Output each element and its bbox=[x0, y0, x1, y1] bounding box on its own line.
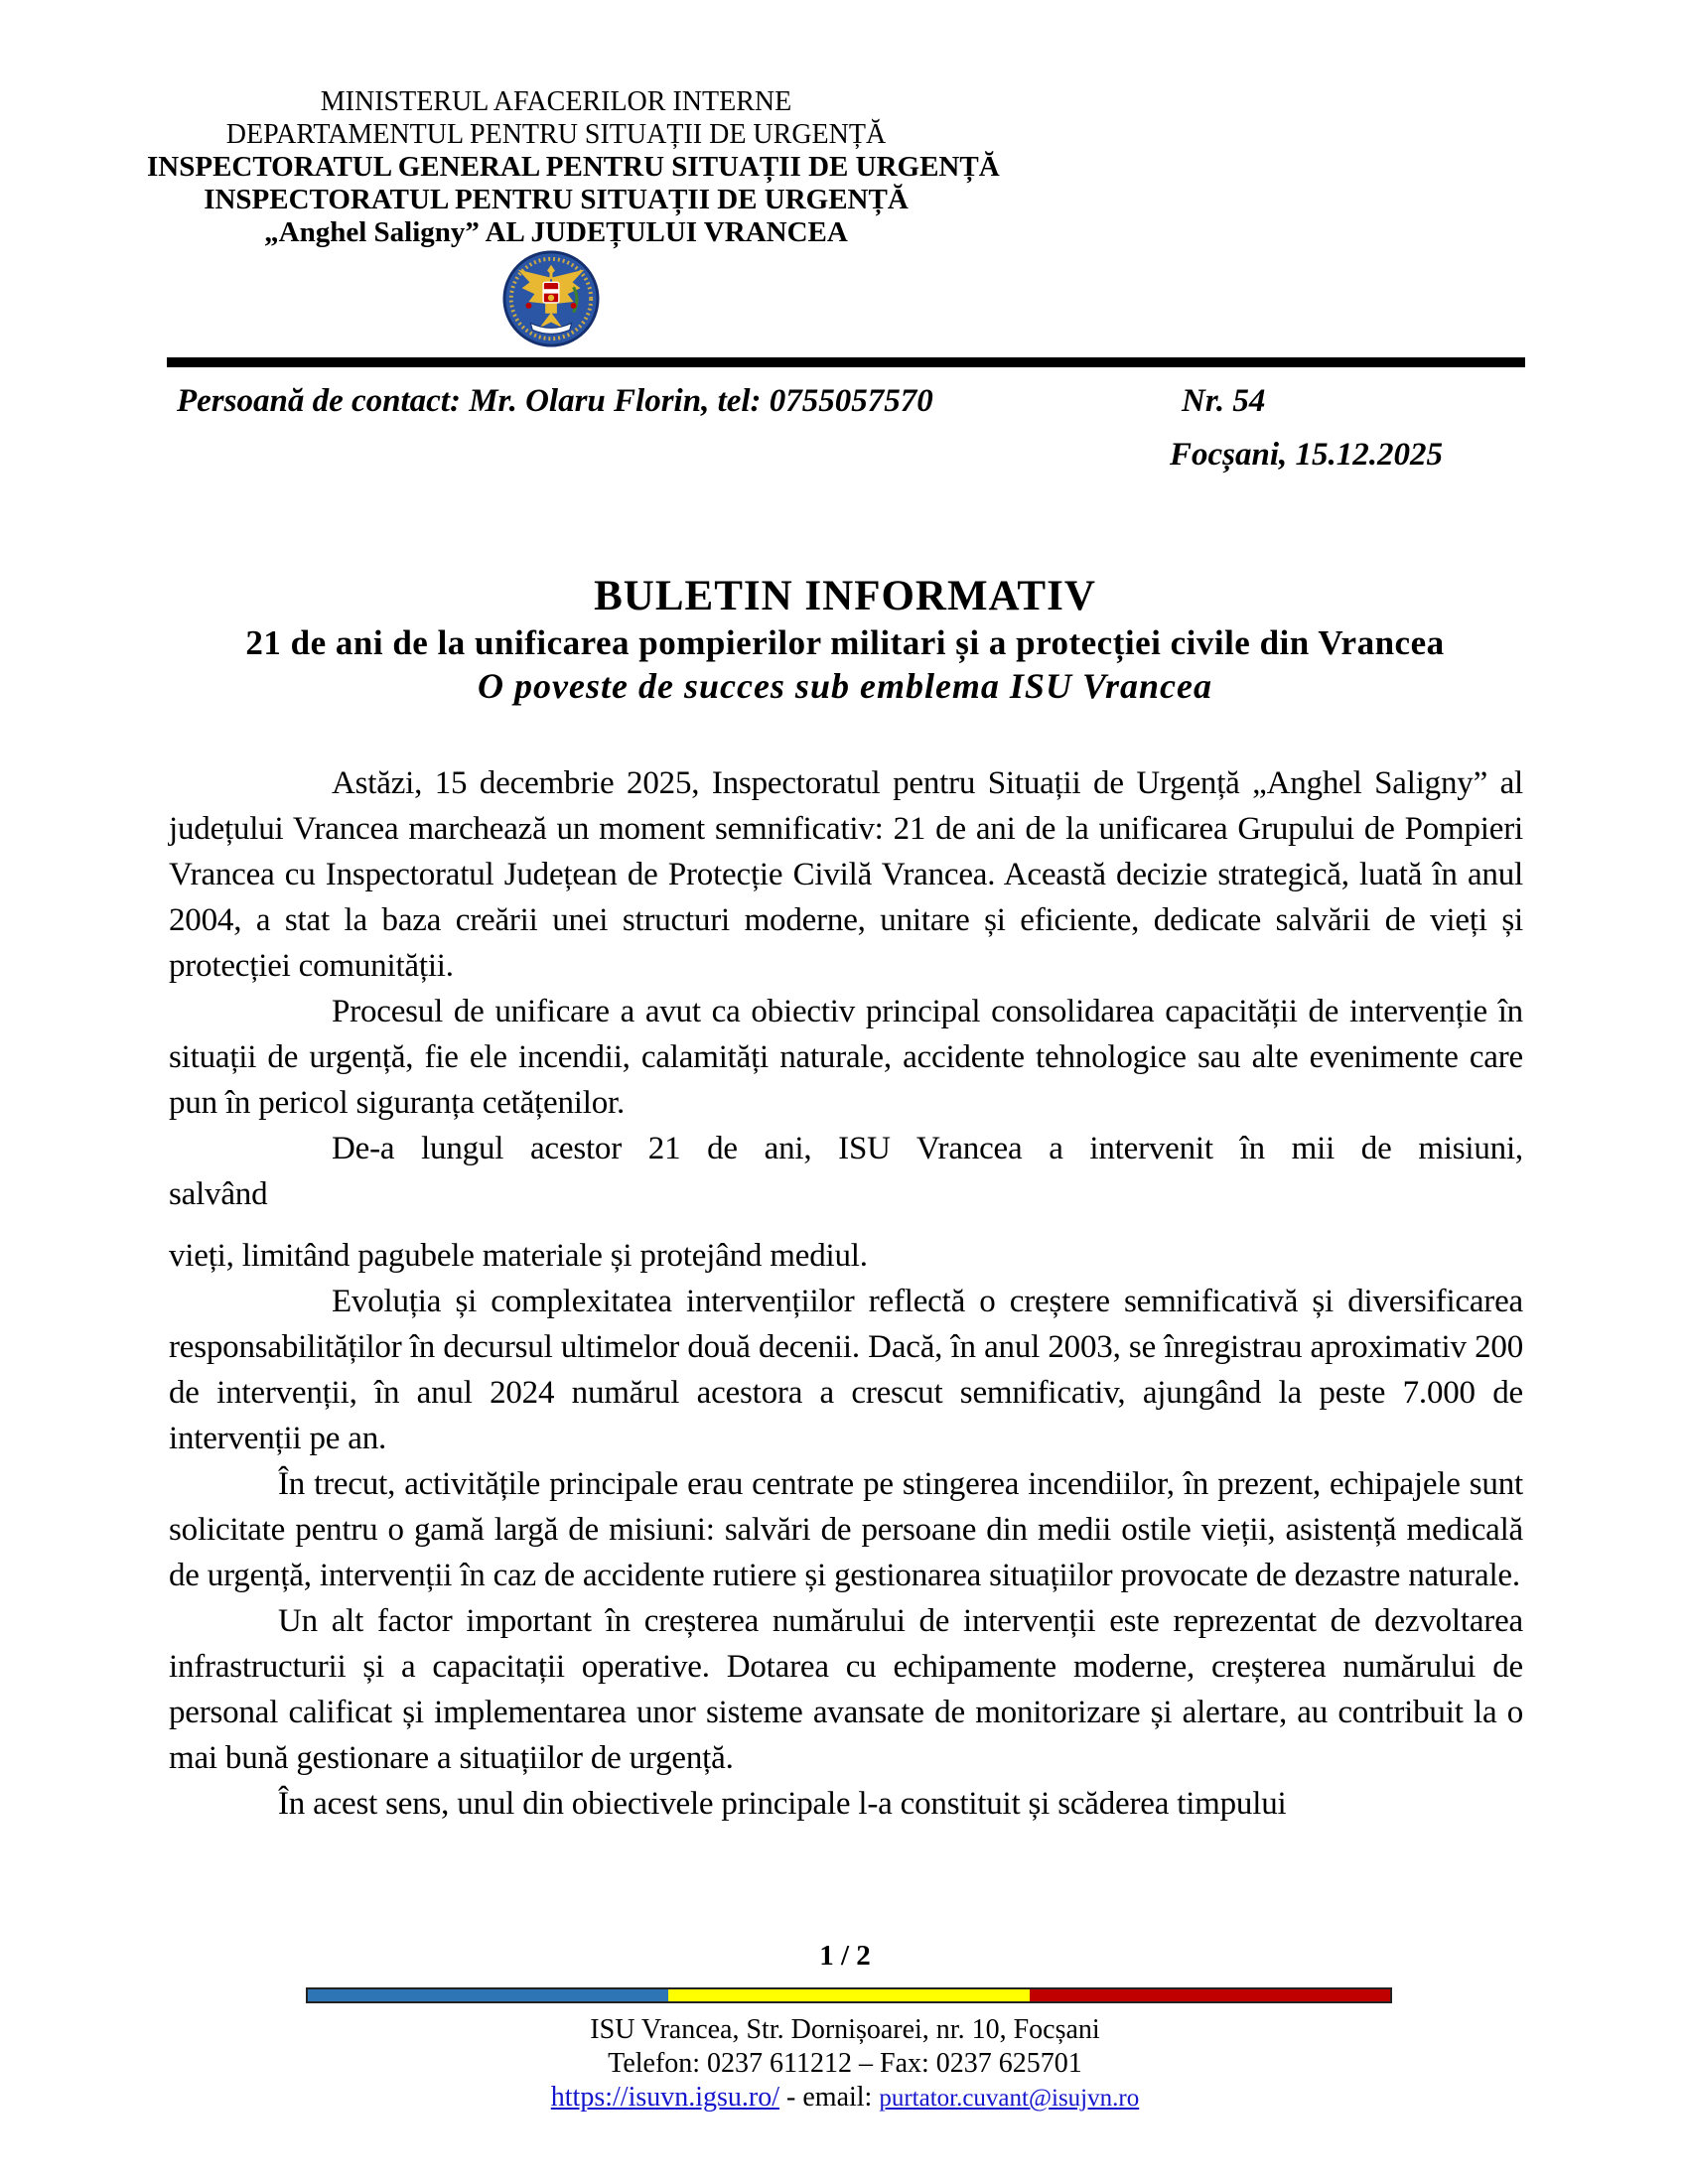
page-number: 1 / 2 bbox=[819, 1940, 871, 1972]
paragraph-4: Evoluția și complexitatea intervențiilor reflectă o creștere semnificativă și diversificarea responsabilităților în decursul ultimelor două decenii. Dacă, în anul 2003, se înregistrau aproximativ 200 de intervenții, în anul 2024 numărul acestora a crescut semnificativ, ajungând la peste 7.000 de intervenții pe an. bbox=[169, 1284, 1523, 1456]
isu-seal-emblem-icon bbox=[502, 250, 600, 347]
paragraph-3-line-1: De-a lungul acestor 21 de ani, ISU Vrancea a intervenit în mii de misiuni, bbox=[332, 1131, 1523, 1166]
document-tagline: O poveste de succes sub emblema ISU Vrancea bbox=[478, 666, 1212, 706]
document-title: BULETIN INFORMATIV bbox=[594, 573, 1096, 619]
header-divider-rule bbox=[167, 357, 1525, 367]
email-link[interactable]: purtator.cuvant@isujvn.ro bbox=[879, 2085, 1140, 2112]
flag-red-segment bbox=[1030, 1989, 1390, 2001]
header-line-unit-name: „Anghel Saligny” AL JUDEȚULUI VRANCEA bbox=[264, 216, 848, 248]
website-link[interactable]: https://isuvn.igsu.ro/ bbox=[550, 2082, 780, 2113]
paragraph-1: Astăzi, 15 decembrie 2025, Inspectoratul pentru Situații de Urgență „Anghel Saligny” al județului Vrancea marchează un moment semnificativ: 21 de ani de la unificarea Grupului de Pompieri Vrancea cu Inspectoratul Județean de Protecție Civilă Vrancea. Această decizie strategică, luată în anul 2004, a stat la baza creării unei structuri moderne, unitare și eficiente, dedicate salvării de vieți și protecției comunității. bbox=[169, 765, 1523, 984]
body-text bbox=[169, 760, 1523, 1827]
header-line-general-inspectorate: INSPECTORATUL GENERAL PENTRU SITUAȚII DE URGENȚĂ bbox=[147, 151, 1000, 183]
footer-block bbox=[169, 2013, 1521, 2116]
footer-phone-fax: Telefon: 0237 611212 – Fax: 0237 625701 bbox=[608, 2048, 1082, 2079]
paragraph-2: Procesul de unificare a avut ca obiectiv principal consolidarea capacității de intervenție în situații de urgență, fie ele incendii, calamități naturale, accidente tehnologice sau alte evenimente care pun în pericol siguranța cetățenilor. bbox=[169, 994, 1523, 1121]
flag-yellow-segment bbox=[668, 1989, 1029, 2001]
institution-header bbox=[147, 85, 1000, 249]
flag-blue-segment bbox=[308, 1989, 668, 2001]
footer-links-line bbox=[169, 2081, 1521, 2116]
paragraph-6: Un alt factor important în creșterea numărului de intervenții este reprezentat de dezvoltarea infrastructurii și a capacitații operative. Dotarea cu echipamente moderne, creșterea numărului de personal calificat și implementarea unor sisteme avansate de monitorizare și alertare, au contribuit la o mai bună gestionare a situațiilor de urgență. bbox=[169, 1603, 1523, 1776]
paragraph-7: În acest sens, unul din obiectivele principale l-a constituit și scăderea timpului bbox=[278, 1786, 1287, 1822]
paragraph-3-line-2: salvând bbox=[169, 1176, 268, 1212]
romanian-flag-bar bbox=[306, 1987, 1392, 2003]
header-line-inspectorate: INSPECTORATUL PENTRU SITUAȚII DE URGENȚĂ bbox=[204, 184, 909, 215]
title-block bbox=[169, 572, 1521, 708]
paragraph-3-line-3: vieți, limitând pagubele materiale și protejând mediul. bbox=[169, 1238, 868, 1274]
footer-address: ISU Vrancea, Str. Dornișoarei, nr. 10, Focșani bbox=[590, 2014, 1100, 2045]
document-subtitle: 21 de ani de la unificarea pompierilor militari și a protecției civile din Vrancea bbox=[245, 623, 1445, 662]
place-and-date: Focșani, 15.12.2025 bbox=[1170, 437, 1444, 473]
paragraph-5: În trecut, activitățile principale erau centrate pe stingerea incendiilor, în prezent, echipajele sunt solicitate pentru o gamă largă de misiuni: salvări de persoane din medii ostile vieții, asistență medicală de urgență, intervenții în caz de accidente rutiere și gestionarea situațiilor provocate de dezastre naturale. bbox=[169, 1466, 1523, 1593]
header-line-department: DEPARTAMENTUL PENTRU SITUAȚII DE URGENȚĂ bbox=[225, 119, 887, 150]
header-line-ministry: MINISTERUL AFACERILOR INTERNE bbox=[320, 86, 792, 117]
contact-person-line: Persoană de contact: Mr. Olaru Florin, tel: 0755057570 bbox=[177, 383, 933, 419]
document-number: Nr. 54 bbox=[1182, 383, 1266, 419]
email-separator-text: - email: bbox=[779, 2082, 880, 2113]
